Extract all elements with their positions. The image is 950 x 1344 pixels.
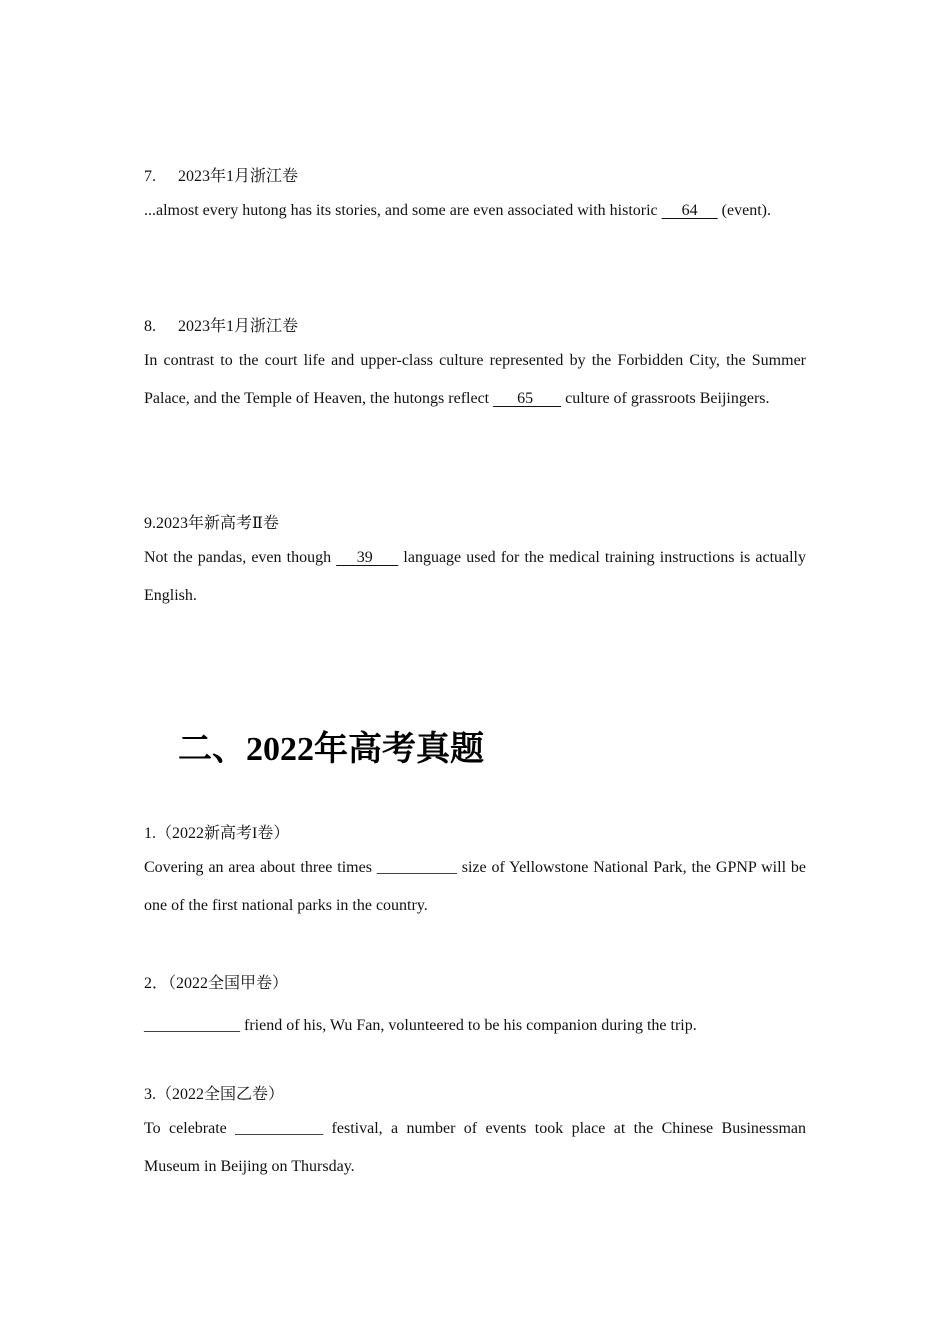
answer-blank-39: 39 <box>336 549 399 566</box>
question-2022-1 <box>144 823 806 925</box>
answer-blank: ____________ <box>144 1017 240 1034</box>
question-8-text <box>144 342 806 418</box>
question-source: 2023年1月浙江卷 <box>178 318 299 335</box>
question-heading: 2．（2022全国甲卷） <box>144 975 289 992</box>
question-text-post: language used for the medical training instructions is actually English. <box>144 549 807 604</box>
answer-blank: ___________ <box>235 1120 324 1137</box>
question-text-pre: To celebrate <box>144 1120 236 1137</box>
question-text-pre: ...almost every hutong has its stories, and some are even associated with historic <box>144 202 662 219</box>
answer-blank-64: 64 <box>661 202 718 219</box>
question-7-heading <box>144 166 806 188</box>
section-title: 二、2022年高考真题 <box>178 731 484 768</box>
question-text-pre: In contrast to the court life and upper-class culture represented by the Forbidden City, the Summer Palace, and the Temple of Heaven, the hutongs reflect <box>144 352 806 407</box>
question-9-text <box>144 539 806 615</box>
question-9-heading: 9.2023年新高考Ⅱ卷 <box>144 515 279 532</box>
question-heading: 3.（2022全国乙卷） <box>144 1086 285 1103</box>
question-2022-3 <box>144 1084 806 1186</box>
question-text <box>144 849 806 925</box>
question-number: 8. <box>144 318 156 335</box>
question-text-post: friend of his, Wu Fan, volunteered to be his companion during the trip. <box>240 1017 697 1034</box>
question-source: 2023年1月浙江卷 <box>178 168 299 185</box>
question-number: 7. <box>144 168 156 185</box>
question-8-heading <box>144 316 806 338</box>
question-7 <box>144 166 806 230</box>
answer-blank: __________ <box>376 859 457 876</box>
question-text-post: festival, a number of events took place at the Chinese Businessman Museum in Beijing on Thursday. <box>144 1120 806 1175</box>
question-text-post: culture of grassroots Beijingers. <box>561 390 770 407</box>
question-text-post: size of Yellowstone National Park, the GPNP will be one of the first national parks in the country. <box>144 859 807 914</box>
question-2022-2 <box>144 973 806 1045</box>
question-heading: 1.（2022新高考I卷） <box>144 825 290 842</box>
question-8 <box>144 316 806 418</box>
question-text <box>144 1007 806 1045</box>
question-text <box>144 1110 806 1186</box>
question-7-text <box>144 192 806 230</box>
question-text-pre: Covering an area about three times <box>144 859 377 876</box>
question-9 <box>144 513 806 615</box>
question-text-post: (event). <box>717 202 771 219</box>
answer-blank-65: 65 <box>493 390 562 407</box>
question-text-pre: Not the pandas, even though <box>144 549 337 566</box>
